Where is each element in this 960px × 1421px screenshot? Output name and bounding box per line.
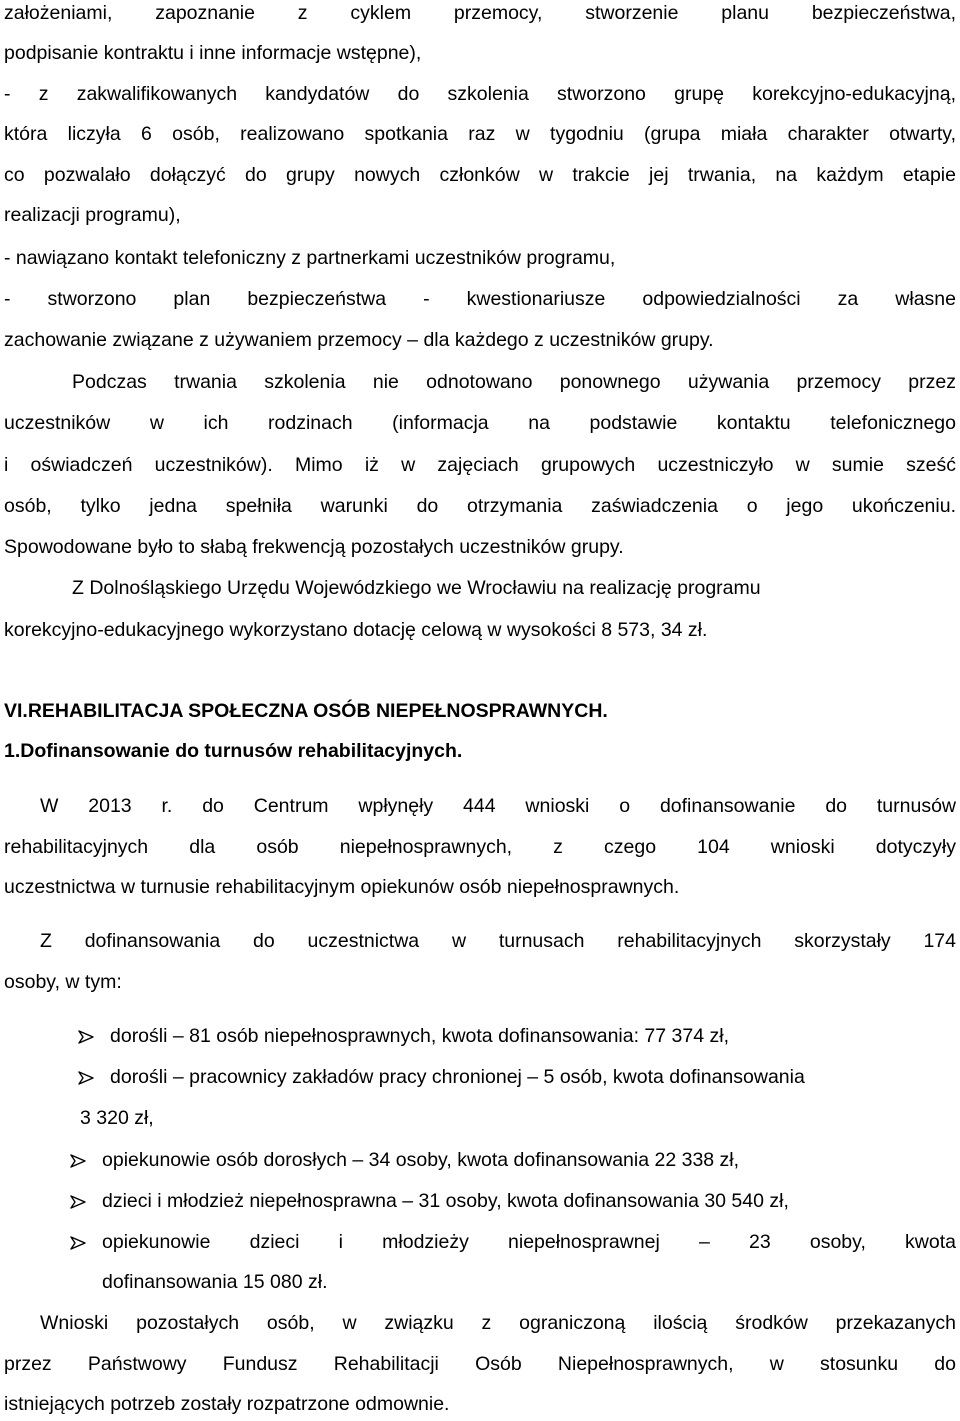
text-line: podpisanie kontraktu i inne informacje wstępne), (4, 42, 422, 64)
text-line: - z zakwalifikowanych kandydatów do szkolenia stworzono grupę korekcyjno-edukacyjną, (4, 83, 956, 105)
text-line: która liczyła 6 osób, realizowano spotkania raz w tygodniu (grupa miała charakter otwarty, (4, 123, 956, 145)
bullet-item: dorośli – 81 osób niepełnosprawnych, kwota dofinansowania: 77 374 zł, (110, 1025, 729, 1047)
text-line: realizacji programu), (4, 204, 181, 226)
text-line: zachowanie związane z używaniem przemocy – dla każdego z uczestników grupy. (4, 329, 714, 351)
bullet-item-continuation: 3 320 zł, (80, 1107, 154, 1129)
subsection-heading: 1.Dofinansowanie do turnusów rehabilitacyjnych. (4, 740, 463, 762)
text-line: Spowodowane było to słabą frekwencją pozostałych uczestników grupy. (4, 536, 624, 558)
text-line: - nawiązano kontakt telefoniczny z partnerkami uczestników programu, (4, 247, 616, 269)
bullet-item: dzieci i młodzież niepełnosprawna – 31 osoby, kwota dofinansowania 30 540 zł, (102, 1190, 789, 1212)
text-line: co pozwalało dołączyć do grupy nowych członków w trakcie jej trwania, na każdym etapie (4, 164, 956, 186)
text-line: przez Państwowy Fundusz Rehabilitacji Osób Niepełnosprawnych, w stosunku do (4, 1353, 956, 1375)
bullet-item: dorośli – pracownicy zakładów pracy chronionej – 5 osób, kwota dofinansowania (110, 1066, 805, 1088)
text-line: uczestnictwa w turnusie rehabilitacyjnym opiekunów osób niepełnosprawnych. (4, 876, 680, 898)
text-line: założeniami, zapoznanie z cyklem przemocy, stworzenie planu bezpieczeństwa, (4, 2, 956, 24)
paragraph-first-line: Wnioski pozostałych osób, w związku z ograniczoną ilością środków przekazanych (40, 1312, 956, 1334)
text-line: osób, tylko jedna spełniła warunki do otrzymania zaświadczenia o jego ukończeniu. (4, 495, 956, 517)
text-line: osoby, w tym: (4, 971, 122, 993)
text-line: i oświadczeń uczestników). Mimo iż w zajęciach grupowych uczestniczyło w sumie sześć (4, 454, 956, 476)
arrowhead-bullet-icon (70, 1227, 88, 1257)
paragraph-first-line: Z dofinansowania do uczestnictwa w turnusach rehabilitacyjnych skorzystały 174 (40, 930, 956, 952)
bullet-item-continuation: dofinansowania 15 080 zł. (102, 1271, 328, 1293)
text-line: istniejących potrzeb zostały rozpatrzone odmownie. (4, 1393, 450, 1415)
arrowhead-bullet-icon (70, 1186, 88, 1216)
arrowhead-bullet-icon (70, 1145, 88, 1175)
text-line: korekcyjno-edukacyjnego wykorzystano dotację celową w wysokości 8 573, 34 zł. (4, 619, 708, 641)
arrowhead-bullet-icon (78, 1021, 96, 1051)
section-heading: VI.REHABILITACJA SPOŁECZNA OSÓB NIEPEŁNOSPRAWNYCH. (4, 700, 608, 722)
paragraph-first-line: Podczas trwania szkolenia nie odnotowano ponownego używania przemocy przez (72, 371, 956, 393)
text-line: - stworzono plan bezpieczeństwa - kwestionariusze odpowiedzialności za własne (4, 288, 956, 310)
bullet-item: opiekunowie osób dorosłych – 34 osoby, kwota dofinansowania 22 338 zł, (102, 1149, 740, 1171)
arrowhead-bullet-icon (78, 1062, 96, 1092)
text-line: rehabilitacyjnych dla osób niepełnosprawnych, z czego 104 wnioski dotyczyły (4, 836, 956, 858)
paragraph-first-line: W 2013 r. do Centrum wpłynęły 444 wnioski o dofinansowanie do turnusów (40, 795, 956, 817)
paragraph-first-line: Z Dolnośląskiego Urzędu Wojewódzkiego we Wrocławiu na realizację programu (72, 577, 761, 599)
bullet-item: opiekunowie dzieci i młodzieży niepełnosprawnej – 23 osoby, kwota (102, 1231, 956, 1253)
text-line: uczestników w ich rodzinach (informacja na podstawie kontaktu telefonicznego (4, 412, 956, 434)
